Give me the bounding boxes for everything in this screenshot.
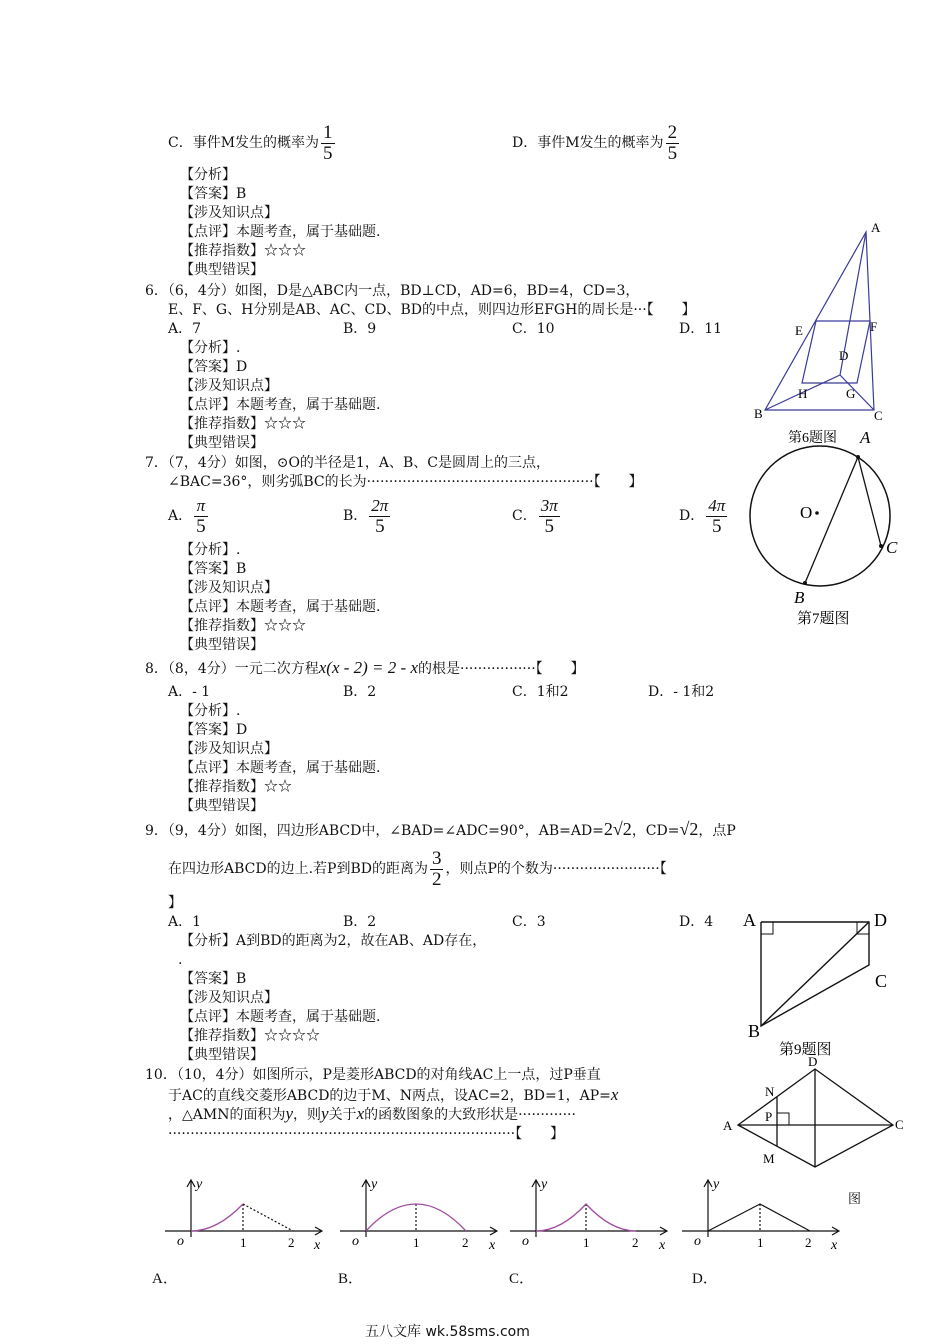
q7-analysis: 【分析】. — [180, 542, 241, 558]
q10-graph-b-label-1: 1 — [413, 1235, 420, 1250]
q10-graph-b — [338, 1175, 508, 1255]
q10-graph-a-label-o: o — [177, 1234, 184, 1249]
footer-watermark: 五八文库 wk.58sms.com — [365, 1324, 530, 1340]
q10-var-x: x — [610, 1085, 619, 1104]
q7-option-d-fraction: $\frac{4\pi}{5}$ — [708, 495, 726, 537]
q10-rhombus-figure — [715, 1055, 915, 1175]
q7-option-c-fraction: $\frac{3\pi}{5}$ — [540, 495, 558, 537]
q10-graph-d-label-o: o — [694, 1234, 701, 1249]
q7-option-b-fraction: $\frac{2\pi}{5}$ — [371, 495, 389, 537]
q8-answer: 【答案】D — [180, 722, 248, 738]
q10-label-n: N — [765, 1084, 775, 1099]
q7-label-b: B — [794, 588, 805, 607]
q10-graph-d-lines — [708, 1204, 810, 1231]
q6-comment: 【点评】本题考查，属于基础题. — [180, 397, 381, 413]
q10-graph-c-label-o: o — [522, 1234, 529, 1249]
q9-rating: 【推荐指数】☆☆☆☆ — [180, 1028, 320, 1044]
q7-stem-line1: 7．（7，4分）如图，⊙O的半径是1，A、B、C是圆周上的三点， — [145, 455, 550, 471]
q10-graph-b-label-2: 2 — [462, 1235, 469, 1250]
q9-answer: 【答案】B — [180, 971, 247, 987]
q7-option-a-fraction: $\frac{\pi}{5}$ — [196, 495, 206, 537]
q5-analysis: 【分析】 — [180, 167, 236, 183]
q6-label-g: G — [846, 386, 856, 401]
q10-label-d: D — [808, 1055, 818, 1069]
q10-graph-a-line-segment — [243, 1204, 293, 1231]
q8-typical-errors: 【典型错误】 — [180, 798, 264, 814]
q9-stem-line2: 在四边形ABCD的边上.若P到BD的距离为 $\frac{3}{2}$ ，则点P的个数为························【 — [168, 847, 667, 890]
q5-option-c: C．事件M发生的概率为 $\frac{1}{5}$ — [168, 121, 333, 164]
q9-right-angle-a — [761, 922, 773, 934]
q10-stem-line3: ，△AMN的面积为y，则y关于x的函数图象的大致形状是············· — [168, 1104, 576, 1123]
q10-stem-line1: 10．（10，4分）如图所示，P是菱形ABCD的对角线AC上一点，过P垂直 — [145, 1067, 601, 1083]
q9-stem-line1: 9．（9，4分）如图，四边形ABCD中，∠BAD=∠ADC=90°，AB=AD=2√2，CD=√2，点P — [145, 819, 736, 839]
q8-option-d: D．- 1和2 — [648, 684, 715, 700]
q7-option-a: A． $\frac{\pi}{5}$ — [168, 495, 206, 537]
q6-figure-caption: 第6题图 — [788, 431, 837, 446]
q10-graph-c-label-x: x — [659, 1238, 666, 1253]
q10-graph-d-label-1: 1 — [757, 1235, 764, 1250]
q10-option-a: A． — [152, 1271, 178, 1287]
q10-label-m: M — [763, 1151, 775, 1166]
q10-graph-a — [163, 1175, 333, 1255]
q10-label-c: C — [895, 1117, 904, 1132]
q7-figure-caption: 第7题图 — [797, 611, 850, 627]
q7-comment: 【点评】本题考查，属于基础题. — [180, 599, 381, 615]
q9-figure-caption: 第9题图 — [779, 1042, 832, 1058]
q10-graph-a-label-x: x — [314, 1238, 321, 1253]
q7-point-b — [803, 581, 807, 585]
q8-comment: 【点评】本题考查，属于基础题. — [180, 760, 381, 776]
q9-bracket-close: 】 — [168, 895, 182, 911]
q7-center-dot — [815, 511, 819, 515]
q6-rating: 【推荐指数】☆☆☆ — [180, 416, 306, 432]
q9-cd-value: √2 — [679, 819, 699, 839]
q5-option-d-fraction: $\frac{2}{5}$ — [667, 121, 678, 164]
q7-chord-ab — [805, 457, 858, 583]
q8-option-b: B．2 — [343, 684, 377, 700]
q7-option-b: B． $\frac{2\pi}{5}$ — [343, 495, 389, 537]
q6-stem-line2: E、F、G、H分别是AB、AC、CD、BD的中点，则四边形EFGH的周长是···【 】 — [168, 302, 696, 318]
q7-option-d: D． $\frac{4\pi}{5}$ — [679, 495, 726, 537]
q8-knowledge: 【涉及知识点】 — [180, 741, 278, 757]
q10-stem-line4: ··············································································【 】 — [168, 1126, 565, 1142]
q10-var-y: y — [285, 1104, 294, 1123]
q10-graph-d — [680, 1175, 850, 1255]
q10-graph-a-curve — [191, 1204, 243, 1231]
q8-option-a: A．- 1 — [168, 684, 211, 700]
q7-stem-line2: ∠BAC=36°，则劣弧BC的长为···················································【 】 — [168, 474, 643, 490]
q5-comment: 【点评】本题考查，属于基础题. — [180, 224, 381, 240]
q10-graph-a-label-y: y — [196, 1177, 203, 1192]
q7-point-a — [856, 455, 860, 459]
q7-label-o: O — [800, 503, 813, 522]
q6-label-h: H — [798, 386, 808, 401]
q9-label-b: B — [748, 1021, 761, 1041]
q9-ab-value: 2√2 — [603, 819, 632, 839]
q10-graph-a-label-2: 2 — [288, 1235, 295, 1250]
q10-right-angle-p — [777, 1113, 789, 1125]
q7-circle-figure — [740, 425, 920, 635]
q6-label-c: C — [874, 408, 883, 423]
q10-option-d: D． — [692, 1271, 718, 1287]
q9-option-a: A．1 — [168, 914, 202, 930]
q8-equation: x(x - 2) = 2 - x — [318, 658, 418, 677]
q5-option-c-fraction: $\frac{1}{5}$ — [323, 121, 333, 164]
q6-stem-line1: 6．（6，4分）如图，D是△ABC内一点，BD⊥CD，AD=6，BD=4，CD=3， — [145, 283, 640, 299]
q9-label-c: C — [875, 971, 888, 991]
q6-knowledge: 【涉及知识点】 — [180, 378, 278, 394]
q10-graph-d-label-x: x — [831, 1238, 838, 1253]
q9-distance-fraction: $\frac{3}{2}$ — [431, 847, 442, 890]
q5-option-d: D．事件M发生的概率为 $\frac{2}{5}$ — [512, 121, 678, 164]
q10-graph-b-label-y: y — [371, 1177, 378, 1192]
q10-label-p: P — [765, 1109, 773, 1124]
q10-var-x-2: x — [356, 1104, 365, 1123]
q10-graph-c-label-2: 2 — [632, 1235, 639, 1250]
q7-typical-errors: 【典型错误】 — [180, 637, 264, 653]
q5-rating: 【推荐指数】☆☆☆ — [180, 243, 306, 259]
q10-stray-character: 图 — [848, 1192, 862, 1207]
q6-answer: 【答案】D — [180, 359, 248, 375]
q9-knowledge: 【涉及知识点】 — [180, 990, 278, 1006]
q9-analysis: 【分析】A到BD的距离为2，故在AB、AD存在， — [180, 933, 487, 949]
q6-label-f: F — [870, 319, 878, 334]
q10-graph-b-label-o: o — [352, 1234, 359, 1249]
q6-analysis: 【分析】. — [180, 340, 241, 356]
q9-analysis-dot: . — [178, 952, 183, 968]
q7-point-c — [879, 544, 883, 548]
q6-quadrilateral-efgh — [802, 321, 870, 383]
q7-circle-o — [750, 446, 890, 586]
q8-option-c: C．1和2 — [512, 684, 569, 700]
q7-rating: 【推荐指数】☆☆☆ — [180, 618, 306, 634]
q5-answer: 【答案】B — [180, 186, 247, 202]
q7-answer: 【答案】B — [180, 561, 247, 577]
q9-option-d: D．4 — [679, 914, 714, 930]
q9-typical-errors: 【典型错误】 — [180, 1047, 264, 1063]
q10-graph-a-label-1: 1 — [240, 1235, 247, 1250]
q10-graph-c-label-y: y — [541, 1177, 548, 1192]
q10-graph-b-label-x: x — [489, 1238, 496, 1253]
q6-option-a: A．7 — [168, 321, 202, 337]
q7-label-a: A — [860, 428, 871, 447]
q6-option-d: D．11 — [679, 321, 723, 337]
q9-option-b: B．2 — [343, 914, 377, 930]
q10-graph-d-label-2: 2 — [805, 1235, 812, 1250]
q5-typical-errors: 【典型错误】 — [180, 262, 264, 278]
q10-graph-d-label-y: y — [713, 1177, 720, 1192]
q9-label-a: A — [743, 910, 756, 930]
q6-option-b: B．9 — [343, 321, 377, 337]
q10-stem-line2: 于AC的直线交菱形ABCD的边于M、N两点，设AC=2，BD=1，AP=x — [168, 1085, 619, 1104]
q6-label-d: D — [839, 348, 849, 363]
q10-option-c: C． — [509, 1271, 535, 1287]
q7-knowledge: 【涉及知识点】 — [180, 580, 278, 596]
q7-option-c: C． $\frac{3\pi}{5}$ — [512, 495, 558, 537]
q9-option-c: C．3 — [512, 914, 546, 930]
q8-rating: 【推荐指数】☆☆ — [180, 779, 292, 795]
q6-label-e: E — [795, 323, 803, 338]
q6-label-a: A — [871, 220, 881, 235]
q9-label-d: D — [874, 910, 887, 930]
q6-triangle-figure — [750, 220, 900, 450]
q10-graph-c — [508, 1175, 678, 1255]
q10-var-y-2: y — [321, 1104, 329, 1123]
q10-option-b: B． — [338, 1271, 364, 1287]
q6-option-c: C．10 — [512, 321, 555, 337]
q6-typical-errors: 【典型错误】 — [180, 435, 264, 451]
q7-label-c: C — [886, 538, 898, 557]
q10-label-a: A — [723, 1118, 733, 1133]
q9-comment: 【点评】本题考查，属于基础题. — [180, 1009, 381, 1025]
q7-chord-ac — [858, 457, 881, 546]
q9-quadrilateral-figure — [738, 905, 908, 1060]
q10-graph-c-label-1: 1 — [583, 1235, 590, 1250]
q8-stem: 8．（8，4分）一元二次方程x(x - 2) = 2 - x的根是·················【 】 — [145, 658, 585, 677]
q5-knowledge: 【涉及知识点】 — [180, 205, 278, 221]
q8-analysis: 【分析】. — [180, 703, 241, 719]
q6-label-b: B — [754, 406, 763, 421]
